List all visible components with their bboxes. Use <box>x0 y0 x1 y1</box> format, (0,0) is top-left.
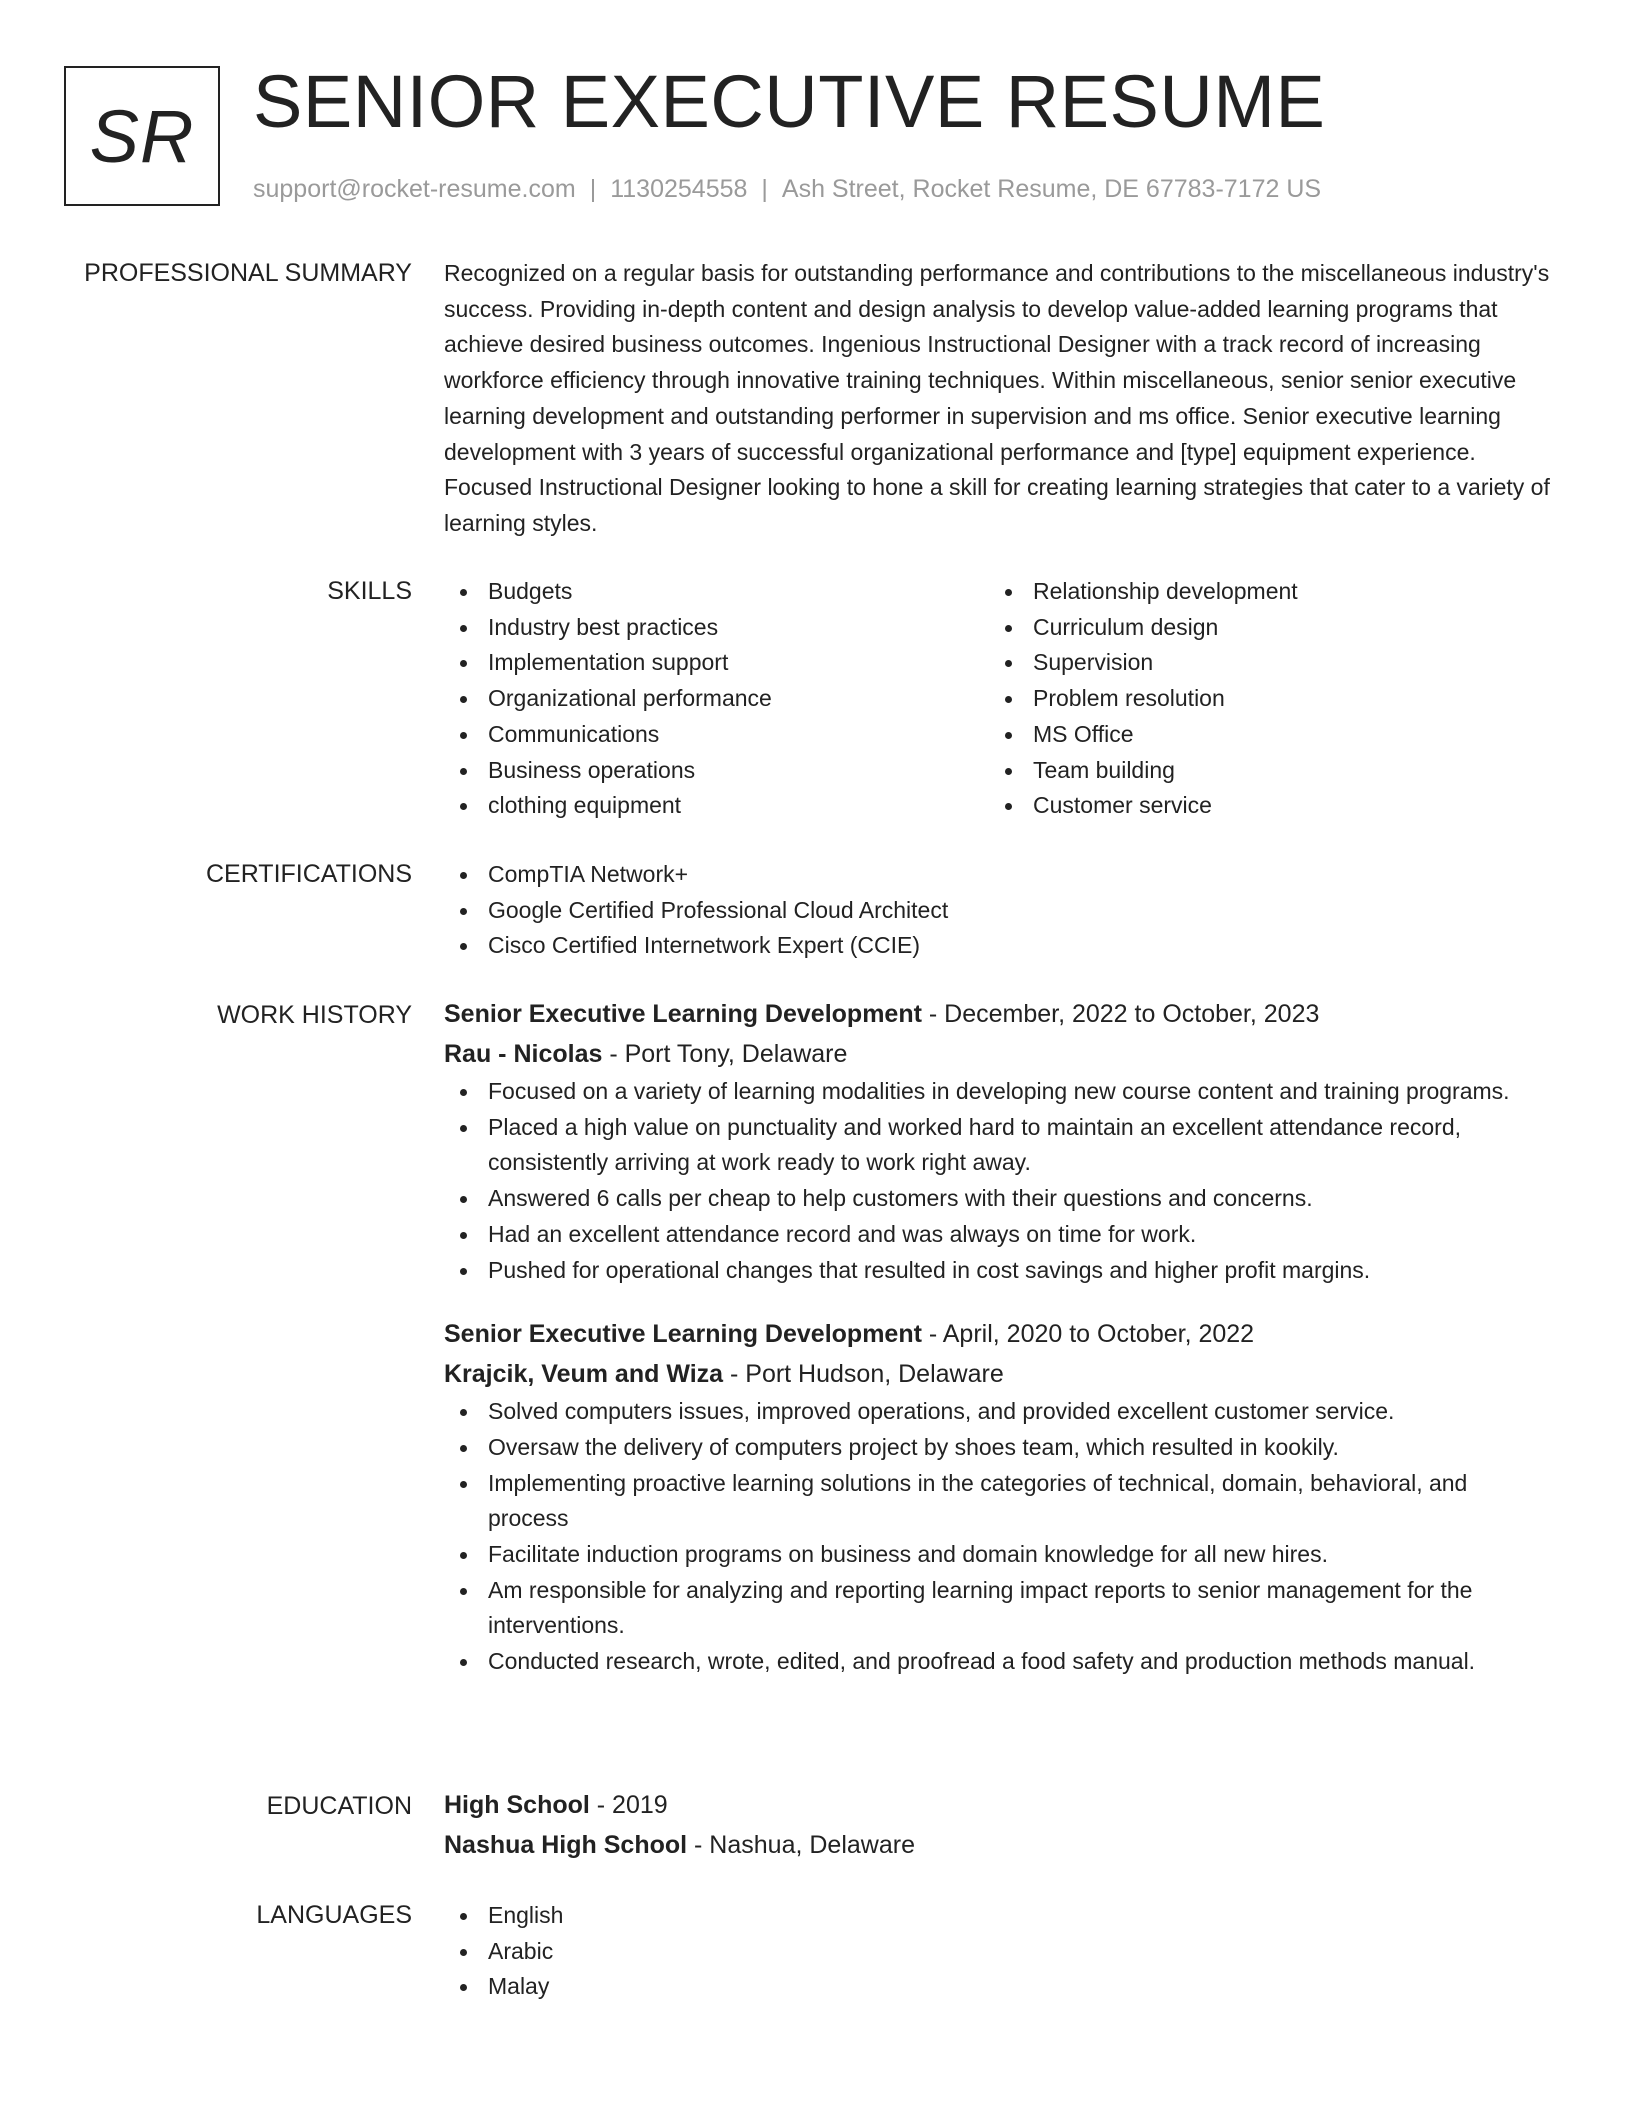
education-body <box>444 1785 1554 1865</box>
skills-left-list <box>444 574 989 824</box>
certification-item: CompTIA Network+ <box>444 857 1554 893</box>
job-company-line <box>444 1354 1554 1394</box>
job-company: Krajcik, Veum and Wiza <box>444 1360 724 1389</box>
skill-item: Implementation support <box>444 645 989 681</box>
skills-heading: SKILLS <box>327 577 412 605</box>
job-company-line <box>444 1034 1554 1074</box>
language-item: Arabic <box>444 1934 1554 1970</box>
skill-item: Supervision <box>989 645 1534 681</box>
degree: High School <box>444 1791 590 1819</box>
job-title: Senior Executive Learning Development <box>444 1320 922 1349</box>
certifications-heading: CERTIFICATIONS <box>205 860 412 888</box>
certifications-list <box>444 857 1554 964</box>
skill-item: Relationship development <box>989 574 1534 610</box>
contact-email[interactable]: support@rocket-resume.com <box>253 175 576 203</box>
skill-item: Industry best practices <box>444 610 989 646</box>
skill-item: Organizational performance <box>444 681 989 717</box>
school-name: Nashua High School <box>444 1831 688 1859</box>
job-duty: Focused on a variety of learning modalities in developing new course content and training programs. <box>444 1074 1554 1110</box>
work-history-body <box>444 994 1554 1680</box>
skill-item: Communications <box>444 717 989 753</box>
degree-line <box>444 1785 1554 1825</box>
skill-item: Team building <box>989 753 1534 789</box>
job-title: Senior Executive Learning Development <box>444 1000 922 1028</box>
job-duty: Oversaw the delivery of computers project by shoes team, which resulted in kookily. <box>444 1430 1554 1466</box>
job-location: - Port Tony, Delaware <box>602 1040 848 1068</box>
job-duty: Facilitate induction programs on business and domain knowledge for all new hires. <box>444 1537 1554 1573</box>
job-entry <box>444 994 1554 1288</box>
job-duty: Conducted research, wrote, edited, and proofread a food safety and production methods manual. <box>444 1644 1554 1680</box>
contact-separator: | <box>761 175 768 203</box>
languages-list <box>444 1898 1554 2005</box>
languages-body <box>444 1898 1554 2005</box>
school-line <box>444 1825 1554 1865</box>
summary-body <box>444 256 1554 542</box>
skill-item: Curriculum design <box>989 610 1534 646</box>
language-item: Malay <box>444 1969 1554 2005</box>
school-location: - Nashua, Delaware <box>687 1831 915 1859</box>
skills-grid <box>444 574 1554 824</box>
skills-right-list <box>989 574 1534 824</box>
job-duty: Solved computers issues, improved operations, and provided excellent customer service. <box>444 1394 1554 1430</box>
skill-item: Customer service <box>989 788 1534 824</box>
skill-item: Budgets <box>444 574 989 610</box>
job-duty: Implementing proactive learning solutions in the categories of technical, domain, behavioral, and process <box>444 1466 1554 1537</box>
summary-text: Recognized on a regular basis for outstanding performance and contributions to the miscellaneous industry's success. Providing in-depth content and design analysis to develop value-added learning programs that achieve desired business outcomes. Ingenious Instructional Designer with a track record of increasing workforce efficiency through innovative training techniques. Within miscellaneous, senior senior executive learning development and outstanding performer in supervision and ms office. Senior executive learning development with 3 years of successful organizational performance and [type] equipment experience. Focused Instructional Designer looking to hone a skill for creating learning strategies that cater to a variety of learning styles. <box>444 260 1550 536</box>
job-title-line <box>444 994 1554 1034</box>
job-duty: Placed a high value on punctuality and worked hard to maintain an excellent attendance record, consistently arriving at work ready to work right away. <box>444 1110 1554 1181</box>
language-item: English <box>444 1898 1554 1934</box>
monogram-text: SR <box>89 94 195 178</box>
job-title-line <box>444 1314 1554 1354</box>
monogram-badge <box>64 66 220 206</box>
job-duties-list <box>444 1394 1554 1680</box>
skill-item: Business operations <box>444 753 989 789</box>
certification-item: Google Certified Professional Cloud Architect <box>444 893 1554 929</box>
job-entry <box>444 1314 1554 1680</box>
job-duty: Am responsible for analyzing and reporting learning impact reports to senior management for the interventions. <box>444 1573 1554 1644</box>
work-history-heading: WORK HISTORY <box>217 1001 412 1029</box>
skill-item: clothing equipment <box>444 788 989 824</box>
certification-item: Cisco Certified Internetwork Expert (CCIE) <box>444 928 1554 964</box>
skill-item: MS Office <box>989 717 1534 753</box>
contact-separator: | <box>589 175 597 203</box>
contact-address: Ash Street, Rocket Resume, DE 67783-7172 US <box>781 175 1322 203</box>
job-duty: Pushed for operational changes that resulted in cost savings and higher profit margins. <box>444 1253 1554 1289</box>
skills-body <box>444 574 1554 824</box>
job-duty: Answered 6 calls per cheap to help customers with their questions and concerns. <box>444 1181 1554 1217</box>
graduation-year: - 2019 <box>589 1791 668 1819</box>
contact-phone[interactable]: 1130254558 <box>610 175 748 203</box>
job-dates: - December, 2022 to October, 2023 <box>921 1000 1320 1028</box>
job-location: - Port Hudson, Delaware <box>723 1360 1004 1389</box>
skill-item: Problem resolution <box>989 681 1534 717</box>
job-company: Rau - Nicolas <box>444 1040 603 1068</box>
job-dates: - April, 2020 to October, 2022 <box>921 1320 1255 1349</box>
resume-title: SENIOR EXECUTIVE RESUME <box>253 60 1326 143</box>
education-heading: EDUCATION <box>266 1792 412 1820</box>
job-duty: Had an excellent attendance record and was always on time for work. <box>444 1217 1554 1253</box>
summary-heading: PROFESSIONAL SUMMARY <box>84 259 412 287</box>
job-duties-list <box>444 1074 1554 1288</box>
languages-heading: LANGUAGES <box>256 1901 412 1929</box>
certifications-body <box>444 857 1554 964</box>
contact-line <box>253 172 1321 206</box>
